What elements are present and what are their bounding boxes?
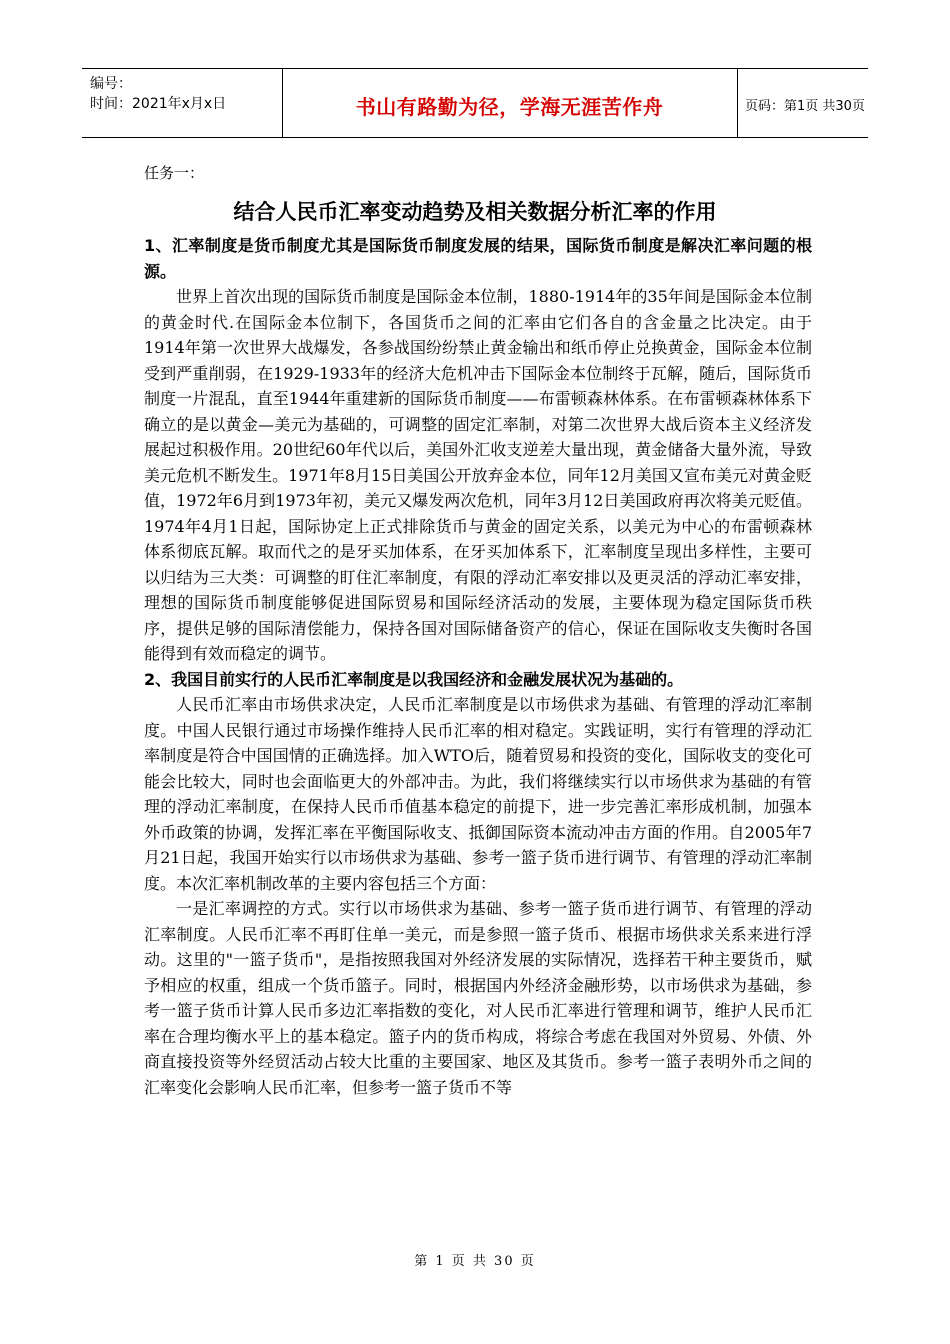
header-table: [82, 68, 868, 138]
document-title: 结合人民币汇率变动趋势及相关数据分析汇率的作用: [233, 200, 717, 224]
number-label: 编号：: [90, 76, 132, 92]
document-body: [144, 233, 812, 1100]
header-page-cell: [737, 69, 868, 137]
section-heading: 1、汇率制度是货币制度尤其是国际货币制度发展的结果，国际货币制度是解决汇率问题的根源。: [144, 236, 812, 281]
paragraph: 世界上首次出现的国际货币制度是国际金本位制，1880-1914年的35年间是国际金本位制的黄金时代.在国际金本位制下，各国货币之间的汇率由它们各自的含金量之比决定。由于1914年第一次世界大战爆发，各参战国纷纷禁止黄金输出和纸币停止兑换黄金，国际金本位制受到严重削弱，在1929-1933年的经济大危机冲击下国际金本位制终于瓦解，随后，国际货币制度一片混乱，直至1944年重建新的国际货币制度——布雷顿森林体系。在布雷顿森林体系下确立的是以黄金—美元为基础的，可调整的固定汇率制，对第二次世界大战后资本主义经济发展起过积极作用。20世纪60年代以后，美国外汇收支逆差大量出现，黄金储备大量外流，导致美元危机不断发生。1971年8月15日美国公开放弃金本位，同年12月美国又宣布美元对黄金贬值，1972年6月到1973年初，美元又爆发两次危机，同年3月12日美国政府再次将美元贬值。1974年4月1日起，国际协定上正式排除货币与黄金的固定关系，以美元为中心的布雷顿森林体系彻底瓦解。取而代之的是牙买加体系，在牙买加体系下，汇率制度呈现出多样性，主要可以归结为三大类：可调整的盯住汇率制度，有限的浮动汇率安排以及更灵活的浮动汇率安排，理想的国际货币制度能够促进国际贸易和国际经济活动的发展，主要体现为稳定国际货币秩序，提供足够的国际清偿能力，保持各国对国际储备资产的信心，保证在国际收支失衡时各国能得到有效而稳定的调节。: [144, 287, 812, 663]
task-label: 任务一：: [144, 164, 205, 182]
section-heading: 2、我国目前实行的人民币汇率制度是以我国经济和金融发展状况为基础的。: [144, 669, 684, 689]
page-info: 页码：第1页 共30页: [745, 99, 865, 114]
paragraph: 一是汇率调控的方式。实行以市场供求为基础、参考一篮子货币进行调节、有管理的浮动汇率制度。人民币汇率不再盯住单一美元，而是参照一篮子货币、根据市场供求关系来进行浮动。这里的"一篮子货币"，是指按照我国对外经济发展的实际情况，选择若干种主要货币，赋予相应的权重，组成一个货币篮子。同时，根据国内外经济金融形势，以市场供求为基础，参考一篮子货币计算人民币多边汇率指数的变化，对人民币汇率进行管理和调节，维护人民币汇率在合理均衡水平上的基本稳定。篮子内的货币构成，将综合考虑在我国对外贸易、外债、外商直接投资等外经贸活动占较大比重的主要国家、地区及其货币。参考一篮子表明外币之间的汇率变化会影响人民币汇率，但参考一篮子货币不等: [144, 899, 812, 1097]
header-motto-cell: [282, 69, 738, 137]
motto: 书山有路勤为径，学海无涯苦作舟: [355, 95, 664, 119]
paragraph: 人民币汇率由市场供求决定，人民币汇率制度是以市场供求为基础、有管理的浮动汇率制度。中国人民银行通过市场操作维持人民币汇率的相对稳定。实践证明，实行有管理的浮动汇率制度是符合中国国情的正确选择。加入WTO后，随着贸易和投资的变化，国际收支的变化可能会比较大，同时也会面临更大的外部冲击。为此，我们将继续实行以市场供求为基础的有管理的浮动汇率制度，在保持人民币币值基本稳定的前提下，进一步完善汇率形成机制，加强本外币政策的协调，发挥汇率在平衡国际收支、抵御国际资本流动冲击方面的作用。自2005年7月21日起，我国开始实行以市场供求为基础、参考一篮子货币进行调节、有管理的浮动汇率制度。本次汇率机制改革的主要内容包括三个方面：: [144, 695, 812, 893]
page-footer: 第 1 页 共 30 页: [414, 1254, 536, 1269]
header-info-cell: [82, 69, 283, 137]
time-label: 时间：2021年x月x日: [90, 96, 227, 112]
